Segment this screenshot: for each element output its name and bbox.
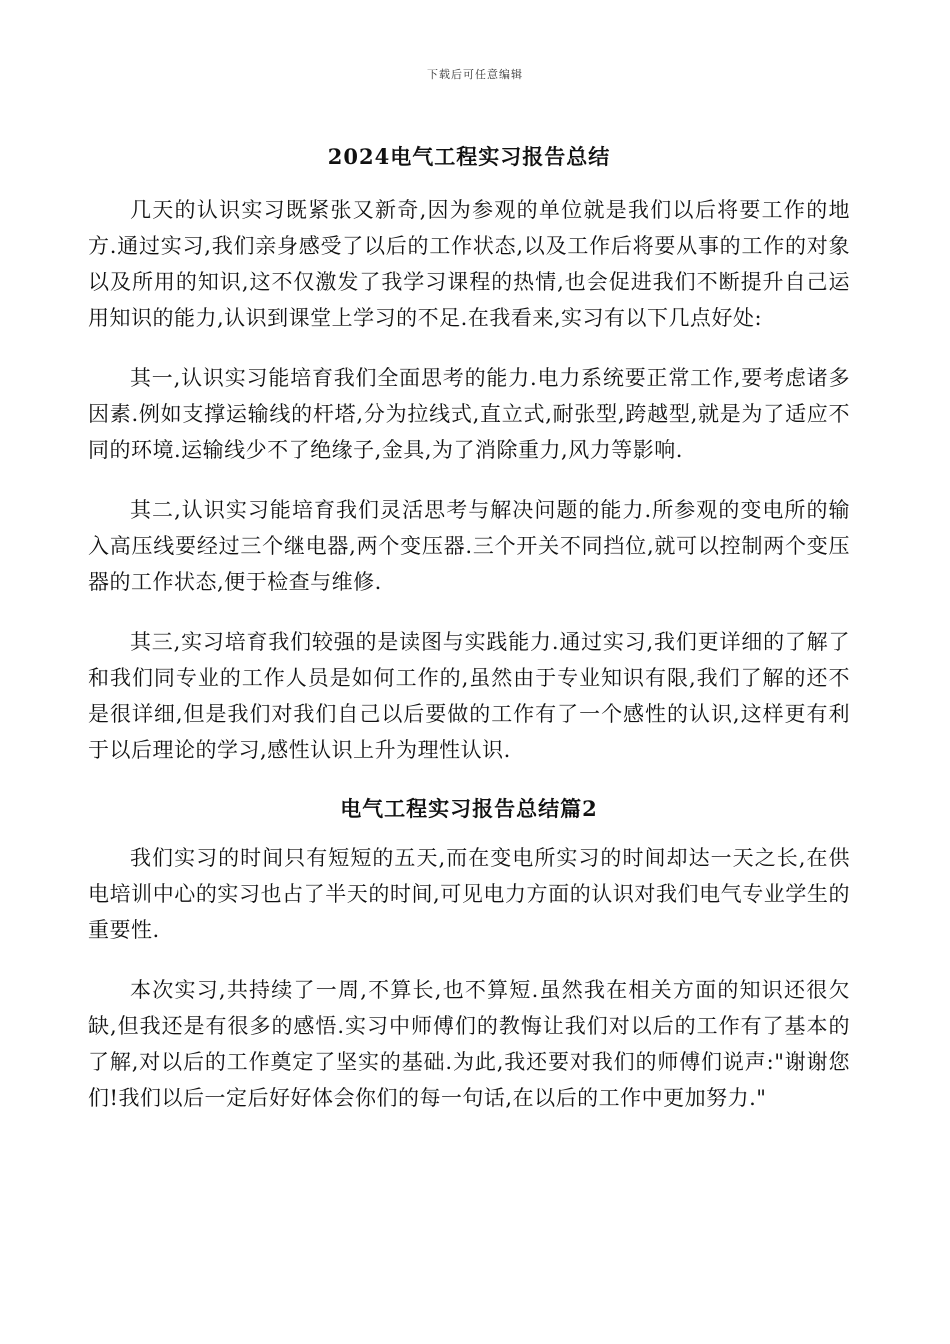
paragraph-section2-first: 我们实习的时间只有短短的五天,而在变电所实习的时间却达一天之长,在供电培训中心的实习也占了半天的时间,可见电力方面的认识对我们电气专业学生的重要性. — [88, 846, 850, 942]
paragraph-point-two: 其二,认识实习能培育我们灵活思考与解决问题的能力.所参观的变电所的输入高压线要经过三个继电器,两个变压器.三个开关不同挡位,就可以控制两个变压器的工作状态,便于检查与维修. — [88, 498, 850, 594]
paragraph-point-three: 其三,实习培育我们较强的是读图与实践能力.通过实习,我们更详细的了解了和我们同专业的工作人员是如何工作的,虽然由于专业知识有限,我们了解的还不是很详细,但是我们对我们自己以后要做的工作有了一个感性的认识,这样更有利于以后理论的学习,感性认识上升为理性认识. — [88, 630, 850, 762]
paragraph-section2-second: 本次实习,共持续了一周,不算长,也不算短.虽然我在相关方面的知识还很欠缺,但我还是有很多的感悟.实习中师傅们的教悔让我们对以后的工作有了基本的了解,对以后的工作奠定了坚实的基础.为此,我还要对我们的师傅们说声:"谢谢您们!我们以后一定后好好体会你们的每一句话,在以后的工作中更加努力." — [88, 978, 850, 1110]
paragraph-point-one: 其一,认识实习能培育我们全面思考的能力.电力系统要正常工作,要考虑诸多因素.例如支撑运输线的杆塔,分为拉线式,直立式,耐张型,跨越型,就是为了适应不同的环境.运输线少不了绝缘子,金具,为了消除重力,风力等影响. — [88, 366, 850, 462]
header-note: 下载后可任意编辑 — [427, 68, 523, 81]
document-title: 2024电气工程实习报告总结 — [327, 144, 611, 169]
section-title-2: 电气工程实习报告总结篇2 — [340, 796, 598, 821]
document-body — [88, 140, 850, 1140]
paragraph-intro: 几天的认识实习既紧张又新奇,因为参观的单位就是我们以后将要工作的地方.通过实习,我们亲身感受了以后的工作状态,以及工作后将要从事的工作的对象以及所用的知识,这不仅激发了我学习课程的热情,也会促进我们不断提升自己运用知识的能力,认识到课堂上学习的不足.在我看来,实习有以下几点好处: — [88, 198, 850, 330]
